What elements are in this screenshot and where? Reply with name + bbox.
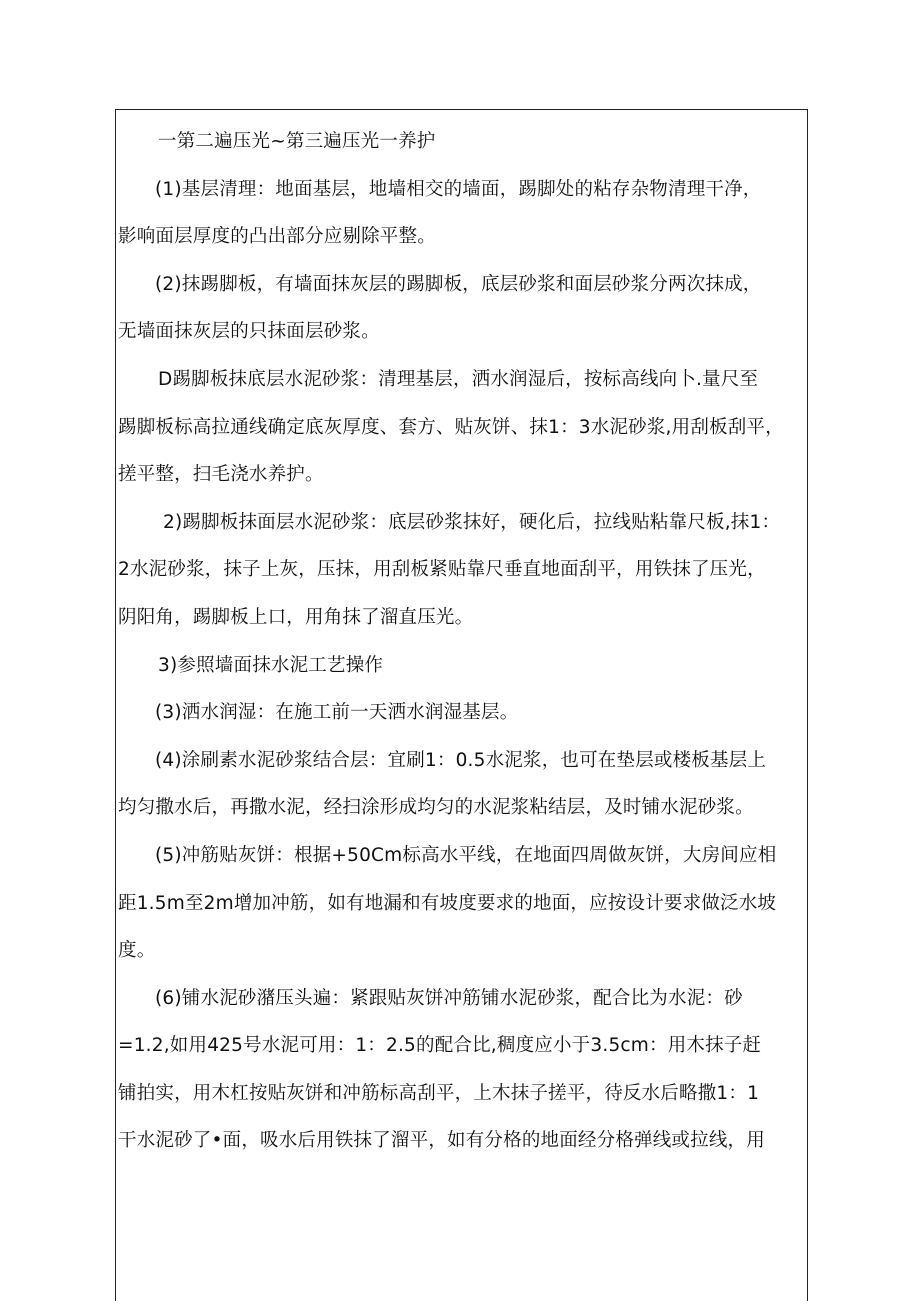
- section-heading: 一第二遍压光~第三遍压光一养护: [158, 131, 436, 152]
- paragraph-line: 2水泥砂浆，抹子上灰，压抹，用刮板紧贴靠尺垂直地面刮平，用铁抹了压光，: [118, 559, 766, 581]
- paragraph-line: (2)抹踢脚板，有墙面抹灰层的踢脚板，底层砂浆和面层砂浆分两次抹成，: [155, 273, 762, 295]
- paragraph-line: 影响面层厚度的凸出部分应剔除平整。: [118, 226, 436, 248]
- paragraph-line: (4)涂刷素水泥砂浆结合层：宜刷1：0.5水泥浆，也可在垫层或楼板基层上: [155, 749, 767, 771]
- paragraph-line: 搓平整，扫毛浇水养护。: [118, 464, 324, 486]
- paragraph-line: 阴阳角，踢脚板上口，用角抹了溜直压光。: [118, 606, 474, 628]
- paragraph-line: 3)参照墙面抹水泥工艺操作: [158, 654, 384, 676]
- paragraph-line: 2)踢脚板抹面层水泥砂浆：底层砂浆抹好，硬化后，拉线贴粘靠尺板,抹1：: [163, 511, 781, 533]
- paragraph-line: (1)基层清理：地面基层，地墙相交的墙面，踢脚处的粘存杂物清理干净，: [155, 178, 762, 200]
- document-body: [118, 118, 805, 1165]
- paragraph-line: 距1.5m至2m增加冲筋，如有地漏和有坡度要求的地面，应按设计要求做泛水坡: [118, 892, 777, 914]
- paragraph-line: 无墙面抹灰层的只抹面层砂浆。: [118, 321, 380, 343]
- paragraph-line: (6)铺水泥砂潴压头遍：紧跟贴灰饼冲筋铺水泥砂浆，配合比为水泥：砂: [155, 987, 743, 1009]
- paragraph-line: 踢脚板标高拉通线确定底灰厚度、套方、贴灰饼、抹1：3水泥砂浆,用刮板刮平，: [118, 416, 784, 438]
- paragraph-line: 铺拍实，用木杠按贴灰饼和冲筋标高刮平，上木抹子搓平，待反水后略撒1：1: [118, 1082, 760, 1104]
- paragraph-line: (5)冲筋贴灰饼：根据+50Cm标高水平线，在地面四周做灰饼，大房间应相: [155, 844, 777, 866]
- paragraph-line: (3)洒水润湿：在施工前一天洒水润湿基层。: [155, 702, 519, 724]
- paragraph-line: =1.2,如用425号水泥可用：1：2.5的配合比,稠度应小于3.5cm：用木抹子赶: [118, 1035, 762, 1057]
- paragraph-line: 均匀撒水后，再撒水泥，经扫涂形成均匀的水泥浆粘结层，及时铺水泥砂浆。: [118, 797, 754, 819]
- paragraph-line: 度。: [118, 940, 156, 962]
- paragraph-line: 干水泥砂了•面，吸水后用铁抹了溜平，如有分格的地面经分格弹线或拉线，用: [118, 1130, 765, 1152]
- paragraph-line: D踢脚板抹底层水泥砂浆：清理基层，洒水润湿后，按标高线向卜.量尺至: [158, 368, 759, 390]
